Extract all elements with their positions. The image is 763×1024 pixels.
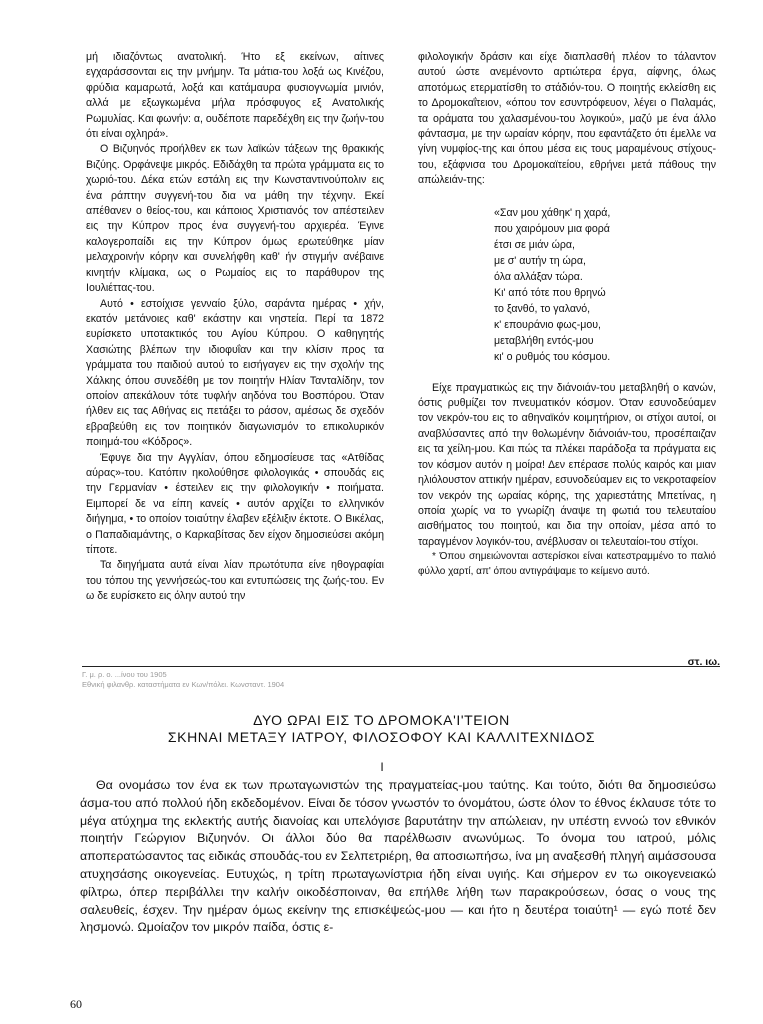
page-number: 60	[70, 997, 82, 1011]
image-caption: Γ. μ. ρ. ο. ...ίνου του 1905	[82, 670, 167, 679]
left-paragraph: Αυτό • εστοίχισε γενναίο ξύλο, σαράντα ημέρας • χήν, εκατόν μετάνοιες καθ' εκάστην και νηστεία. Περί τα 1872 ευρίσκετο υποτακτικός του Αγίου Κύπρου. Ο καθηγητής Χασιώτης βλέπων την ιδιοφυΐαν και την κλίσιν προς τα γράμματα του παιδιού αυτού το εισήγαγεν εις την σχολήν της Χάλκης όπου συνεδέθη με τον ποιητήν Ηλίαν Τανταλίδην, τον οποίον απεκάλουν τότε τυφλήν αηδόνα του Βοσπόρου. Όταν ήλθεν εις τας Αθήνας εις πετάξει το ράσον, αμέσως δε σχεδόν εβραβεύθη εις τον ποιητικόν διαγωνισμόν το επικολυρικόν ποιημά-του «Κόδρος».	[86, 297, 384, 449]
poem-line: με σ' αυτήν τη ώρα,	[494, 254, 586, 267]
left-paragraph: Έφυγε δια την Αγγλίαν, όπου εδημοσίευσε τας «Ατθίδας αύρας»-του. Κατόπιν ηκολούθησε φιλολογικάς • σπουδάς εις την Γερμανίαν • έστειλεν εις την φιλολογικήν • ποιήματα. Ειμπορεί δε να είπη κανείς • αυτόν αρχίζει το ελληνικόν διήγημα, • το οποίον τοιαύτην έλαβεν εξέλιξιν έκτοτε. Ο Βικέλας, ο Παπαδιαμάντης, ο Καρκαβίτσας δεν είχον δημοσιεύσει ακόμη τίποτε.	[86, 451, 384, 556]
poem-line: έτσι σε μιάν ώρα,	[494, 238, 575, 251]
right-paragraph: φιλολογικήν δράσιν και είχε διαπλασθή πλέον το τάλαντον αυτού ώστε ανεμένοντο αρτιώτερα έργα, αίφνης, όλως αποτόμως ετερματίσθη το στάδιόν-του. Ο ποιητής εκλείσθη εις το Δρομοκαΐτειον, «όπου τον εσυντρόφευον, λέγει ο Παλαμάς, τα οράματα του χαλασμένου-του λογικού», μαζύ με ένα άλλο φάντασμα, με την ωραίαν κόρην, που εφαντάζετο ότι έμελλε να γίνη νυμφίος-της και όπου μέσα εις τους μαραμένους στίχους-του, εξάφνισα του Δρομοκαϊτείου, εθρήνει μετά πάθους την απώλειάν-της:	[418, 51, 716, 187]
body-paragraph: Θα ονομάσω τον ένα εκ των πρωταγωνιστών της πραγματείας-μου ταύτης. Και τούτο, διότι θα δημοσιεύσω άσμα-του από πολλού ήδη εκδεδομένον. Είναι δε τόσον γνωστόν το όνομάτου, ώστε όλον το έθνος έκλαυσε τότε το μέγα ατύχημα της εκλεκτής αυτής διανοίας και υπελόγισε βαρυτάτην την απώλειαν, ην υπέστη εννοώ τον εθνικόν ποιητήν Γεώργιον Βιζυηνόν. Οι άλλοι δύο θα παρέλθωσιν ανωνύμως. Το όνομα του ιατρού, μόλις αποπερατώσαντος τας ειδικάς σπουδάς-του εν Σελπετριέρη, θα αποσιωπήσω, ίνα μη αναξεσθή πληγή αιμάσσουσα ατυχησάσης οικογενείας. Ευτυχώς, η τρίτη πρωταγωνίστρια ήδη είναι υγιής. Και σήμερον εν τω οικογενειακώ φίλτρω, όπερ περιβάλλει την καλήν οικοδέσποιναν, θα επήλθε λήθη των παρακρούσεων, όσας ο νους της σαλευθείς, έσχεν. Την ημέραν όμως εκείνην της επισκέψεώς-μου — και ήτο η δευτέρα τοιαύτη¹ — εγώ ποτέ δεν λησμονώ. Ωμοίαζον τον μικρόν παίδα, όστις ε-	[80, 778, 716, 935]
poem-line: «Σαν μου χάθηκ' η χαρά,	[494, 206, 611, 219]
right-column	[418, 50, 716, 579]
poem-line: κ' επουράνιο φως-μου,	[494, 318, 601, 331]
left-paragraph: Τα διηγήματα αυτά είναι λίαν πρωτότυπα είνε ηθογραφίαι του τόπου της γεννήσεώς-του και εντυπώσεις της ζωής-του. Εν ω δε ευρίσκετο εις όλην αυτού την	[86, 559, 384, 603]
article-title: ΔΥΟ ΩΡΑΙ ΕΙΣ ΤΟ ΔΡΟΜΟΚΑ'Ι'ΤΕΙΟΝ	[253, 712, 510, 728]
section-divider	[82, 666, 720, 667]
right-paragraph: Είχε πραγματικώς εις την διάνοιάν-του μεταβληθή ο κανών, όστις ρυθμίζει τον πνευματικόν κόσμον. Όταν εσυνοδεύαμεν τον νεκρόν-του εις το αθηναϊκόν κοιμητήριον, οι στίχοι αυτοί, οι αναβλύσαντες από την θολωμένην διάνοιάν-του, προσέπαιζαν εις τα χείλη-μου. Και πώς τα πλέκει παράδοξα τα πράγματα εις τον κόσμον αυτόν η μοίρα! Δεν επέρασε πολύς καιρός και μιαν ηλιόλουστον αττικήν ημέραν, εσυνοδεύαμεν εις το νεκροταφείον τον νεκρόν της ωραίας κόρης, της χαριεστάτης Μπετίνας, η οποία χωρίς να το γνωρίζη άναψε τη φωτιά του τελευταίου αισθήματος του ποιητού, και δια την οποίαν, μέσα από το ταραγμένον λογικόν-του, ανέβλυσαν οι τελευταίοι-του στίχοι.	[418, 381, 716, 548]
left-paragraph: Ο Βιζυηνός προήλθεν εκ των λαϊκών τάξεων της θρακικής Βιζύης. Ορφάνεψε μικρός. Εδιδάχθη τα πρώτα γράμματα εις το χωριό-του. Δέκα ετών εστάλη εις την Κωνσταντινούπολιν εις ένα ράπτην συγγενή-του δια να μάθη την τέχνην. Εκεί απέθανεν ο θείος-του, και κάποιος Χριστιανός τον απέστειλεν εις την Κύπρον προς ένα συγγενή-του αρχιερέα. Έγινε καλογεροπαίδι εις την Κύπρον όμως ερωτεύθηκε μίαν μελαχροινήν κόρην και συνελήφθη καθ' ήν στιγμήν ανέβαινε κινητήν κλίμακα, ως ο Ρωμαίος εις το παράθυρον της Ιουλιέττας-του.	[86, 143, 384, 295]
image-caption: Εθνική φιλανθρ. καταστήματα εν Κων/πόλει. Κωνσταντ. 1904	[82, 680, 285, 689]
poem-line: μεταβλήθη εντός-μου	[494, 334, 594, 347]
poem-line: που χαιρόμουν μια φορά	[494, 222, 610, 235]
poem-line: κι' ο ρυθμός του κόσμου.	[494, 350, 611, 363]
section-number: Ι	[380, 760, 384, 774]
poem	[494, 205, 716, 365]
poem-line: όλα αλλάξαν τώρα.	[494, 270, 583, 283]
poem-line: το ξανθό, το γαλανό,	[494, 302, 591, 315]
article-subtitle: ΣΚΗΝΑΙ ΜΕΤΑΞΥ ΙΑΤΡΟΥ, ΦΙΛΟΣΟΦΟΥ ΚΑΙ ΚΑΛΛΙΤΕΧΝΙΔΟΣ	[167, 729, 596, 745]
footnote: * Όπου σημειώνονται αστερίσκοι είναι κατεστραμμένο το παλιό φύλλο χαρτί, απ' όπου αντιγράψαμε το κείμενο αυτό.	[418, 551, 716, 577]
article-body	[80, 777, 716, 937]
left-paragraph: μή ιδιαζόντως ανατολική. Ήτο εξ εκείνων, αίτινες εγχαράσσονται εις την μνήμην. Τα μάτια-του λοξά ως Κινέζου, φρύδια καμαρωτά, λοξά και κατάμαυρα φυσιογνωμία μινιόν, αλλά με εξωγκωμένα μήλα πρόσφυγος εξ Ανατολικής Ρωμυλίας. Και φωνήν: α, ουδέποτε παρεδέχθη εις την ζωήν-του ότι είναι οχληρά».	[86, 51, 384, 141]
poem-line: Κι' από τότε που θρηνώ	[494, 286, 606, 299]
left-column	[86, 50, 384, 605]
author-signature: στ. ιω.	[687, 656, 720, 668]
